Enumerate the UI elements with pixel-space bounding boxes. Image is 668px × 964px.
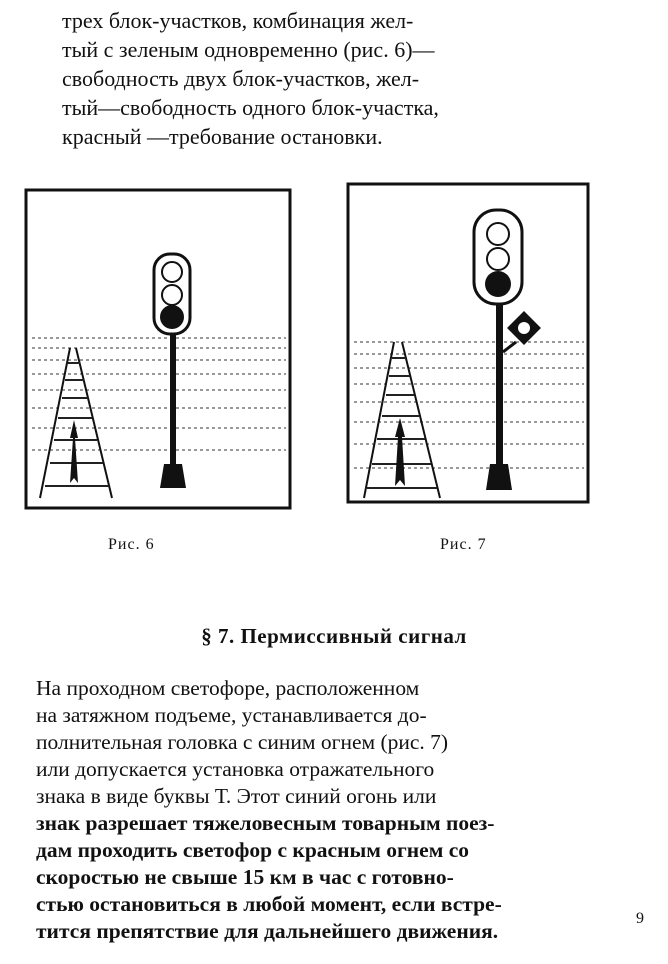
figure-6-signal-illustration xyxy=(24,188,292,510)
figure-6-caption: Рис. 6 xyxy=(108,536,155,553)
text-line: на затяжном подъеме, устанавливается до- xyxy=(36,703,427,727)
text-line: стью остановиться в любой момент, если встре- xyxy=(36,892,502,916)
figure-7-signal-illustration xyxy=(346,182,590,504)
text-line: знака в виде буквы Т. Этот синий огонь или xyxy=(36,784,437,808)
text-line: красный —требование остановки. xyxy=(62,124,383,149)
text-line: трех блок-участков, комбинация жел- xyxy=(62,8,414,33)
figure-7-caption: Рис. 7 xyxy=(440,536,487,553)
section-heading: § 7. Пермиссивный сигнал xyxy=(201,624,467,648)
text-line: дам проходить светофор с красным огнем со xyxy=(36,838,470,862)
text-line: свободность двух блок-участков, жел- xyxy=(62,66,420,91)
text-line: На проходном светофоре, расположенном xyxy=(36,676,420,700)
text-line: или допускается установка отражательного xyxy=(36,757,435,781)
page-number: 9 xyxy=(636,910,644,927)
text-line: тится препятствие для дальнейшего движения. xyxy=(36,919,499,943)
text-line: скоростью не свыше 15 км в час с готовно- xyxy=(36,865,454,889)
text-line: полнительная головка с синим огнем (рис. 7) xyxy=(36,730,449,754)
text-line: тый с зеленым одновременно (рис. 6)— xyxy=(62,37,435,62)
text-line: тый—свободность одного блок-участка, xyxy=(62,95,439,120)
text-line: знак разрешает тяжеловесным товарным поез- xyxy=(36,811,495,835)
bottom-paragraph xyxy=(36,675,612,945)
top-paragraph xyxy=(62,6,614,151)
